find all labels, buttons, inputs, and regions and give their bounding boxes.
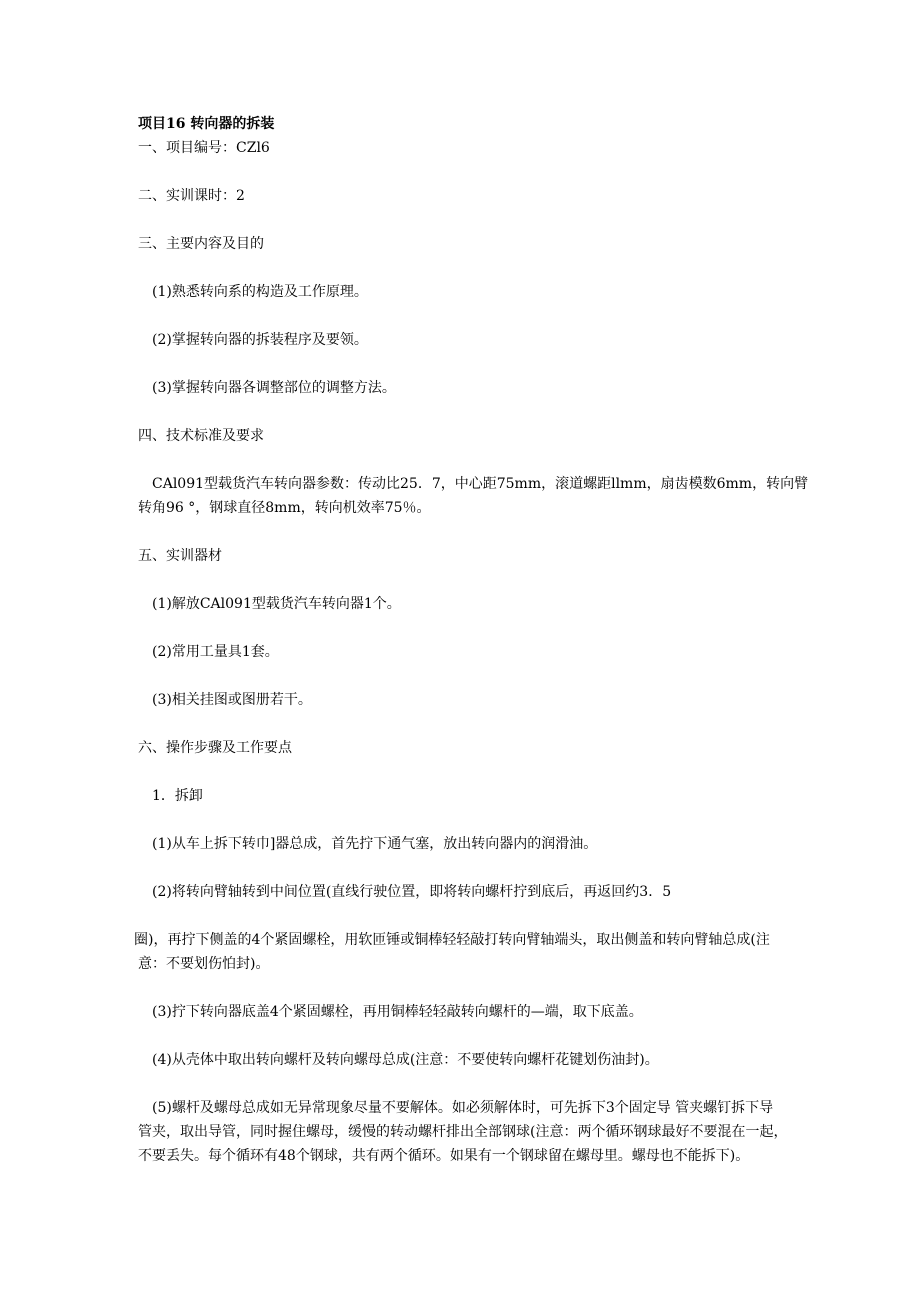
list-item: (2)掌握转向器的拆装程序及要领。	[152, 332, 368, 348]
list-item: (1)熟悉转向系的构造及工作原理。	[152, 284, 368, 300]
step-item-continued: 意：不要划伤怕封)。	[138, 956, 270, 972]
project-number: 一、项目编号：CZl6	[138, 140, 270, 156]
step-item: (5)螺杆及螺母总成如无异常现象尽量不要解体。如必须解体时，可先拆下3个固定导 管夹螺钉拆下导	[152, 1100, 774, 1116]
step-item-continued: 不要丢失。每个循环有48个钢球，共有两个循环。如果有一个钢球留在螺母里。螺母也不能拆下)。	[138, 1148, 750, 1164]
step-item-continued: 圈)，再拧下侧盖的4个紧固螺栓，用软匝锤或铜棒轻轻敲打转向臂轴端头，取出侧盖和转向臂轴总成(注	[134, 932, 770, 948]
step-item: (4)从壳体中取出转向螺杆及转向螺母总成(注意：不要使转向螺杆花键划伤油封)。	[152, 1052, 659, 1068]
list-item: (1)解放CAl091型载货汽车转向器1个。	[152, 596, 401, 612]
section-heading: 六、操作步骤及工作要点	[138, 740, 292, 756]
paragraph-line: 转角96 °，钢球直径8mm，转向机效率75％。	[138, 500, 431, 516]
list-item: (2)常用工量具1套。	[152, 644, 279, 660]
step-item-continued: 管夹，取出导管，同时握住螺母，缓慢的转动螺杆排出全部钢球(注意：两个循环钢球最好不要混在一起，	[138, 1124, 788, 1140]
step-item: (2)将转向臂轴转到中间位置(直线行驶位置，即将转向螺杆拧到底后，再返回约3．5	[152, 884, 672, 900]
subheading: 1．拆卸	[152, 788, 203, 804]
list-item: (3)掌握转向器各调整部位的调整方法。	[152, 380, 396, 396]
paragraph-line: CAl091型载货汽车转向器参数：传动比25．7，中心距75mm，滚道螺距llmm，扇齿模数6mm，转向臂	[152, 476, 809, 492]
section-heading: 四、技术标准及要求	[138, 428, 264, 444]
step-item: (3)拧下转向器底盖4个紧固螺栓，再用铜棒轻轻敲转向螺杆的—端，取下底盖。	[152, 1004, 643, 1020]
training-hours: 二、实训课时：2	[138, 188, 245, 204]
section-heading: 五、实训器材	[138, 548, 222, 564]
list-item: (3)相关挂图或图册若干。	[152, 692, 312, 708]
step-item: (1)从车上拆下转巾]器总成，首先拧下通气塞，放出转向器内的润滑油。	[152, 836, 598, 852]
document-title: 项目16 转向器的拆装	[138, 116, 275, 132]
section-heading: 三、主要内容及目的	[138, 236, 264, 252]
